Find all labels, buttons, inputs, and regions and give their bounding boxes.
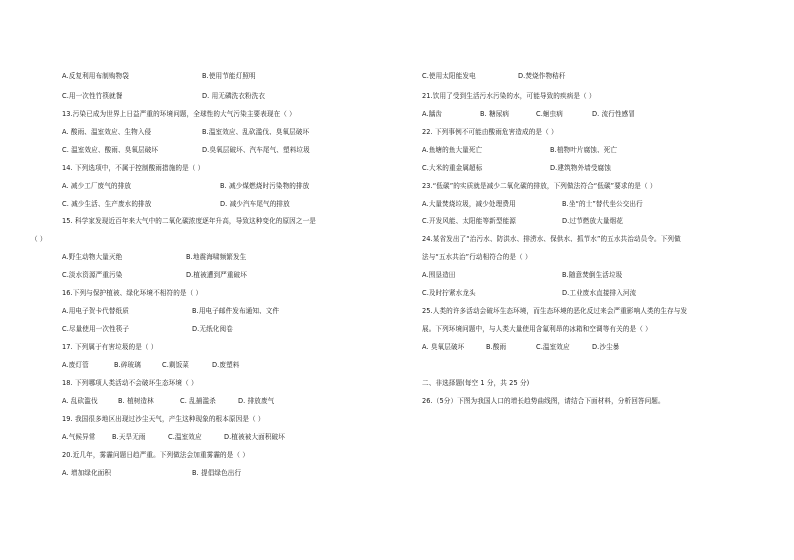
question-text: 20.近几年，雾霾问题日趋严重。下列做法会加重雾霾的是（ ） [62,451,250,459]
right-column [422,0,762,560]
answer-option: D.废塑料 [212,361,240,369]
answer-option: C. 温室效应、酸雨、臭氧层破坏 [62,146,159,154]
answer-option: D. 排放废气 [238,397,275,405]
answer-option: A.反复利用布制购物袋 [62,72,129,80]
answer-option: D.植被遭到严重破坏 [186,271,247,279]
question-text: 16.下列与保护植被、绿化环境不相符的是（ ） [62,289,203,297]
answer-option: A.龋齿 [422,110,443,118]
answer-option: D.无纸化阅卷 [192,325,233,333]
question-text: 法与“五水共治”行动相符合的是（ ） [422,253,532,261]
answer-option: D. 流行性感冒 [592,110,636,118]
answer-option: B.随意焚倒生活垃圾 [562,271,623,279]
answer-option: A.气候异常 [62,433,96,441]
answer-option: B. 提倡绿色出行 [192,469,242,477]
answer-option: C.温室效应 [536,343,570,351]
question-text: （ ） [31,235,47,243]
answer-option: C.用一次性竹筷就餐 [62,92,123,100]
answer-option: C.使用太阳能发电 [422,72,476,80]
answer-option: B.酸雨 [486,343,507,351]
question-text: 26.（5分）下图为我国人口的增长趋势曲线图，请结合下面材料，分析回答问题。 [422,397,665,405]
answer-option: B. 减少煤燃烧时污染物的排放 [220,182,310,190]
question-text: 15. 科学家发现近百年来大气中的二氧化碳浓度逐年升高，导致这种变化的原因之一是 [62,217,316,225]
question-text: 24.某省发出了“治污水、防洪水、排涝水、保供水、抓节水”的五水共治动员令。下列做 [422,235,681,243]
answer-option: A.大量焚烧垃圾，减少处理费用 [422,200,516,208]
answer-option: C.温室效应 [168,433,202,441]
answer-option: B.用电子邮件发布通知、文件 [192,307,280,315]
answer-option: D. 用无磷洗衣粉洗衣 [202,92,266,100]
question-text: 13.污染已成为世界上日益严重的环境问题，全球性的大气污染主要表现在（ ） [62,110,296,118]
answer-option: D.沙尘暴 [592,343,620,351]
question-text: 19. 我国很多地区出现过沙尘天气，产生这种现象的根本原因是（ ） [62,415,265,423]
answer-option: B.使用节能灯照明 [202,72,256,80]
answer-option: B.温室效应、乱砍滥伐、臭氧层破坏 [202,128,310,136]
answer-option: C.及时拧紧水龙头 [422,289,476,297]
answer-option: B.碎玻璃 [114,361,141,369]
answer-option: C.淡水资源严重污染 [62,271,123,279]
answer-option: B. 植树造林 [118,397,154,405]
answer-option: B.植物叶片腐蚀、死亡 [550,146,618,154]
answer-option: D.植被被大面积破坏 [224,433,285,441]
answer-option: D.建筑物外墙受腐蚀 [550,164,611,172]
answer-option: D.焚烧作物秸秆 [518,72,566,80]
answer-option: B. 糖尿病 [480,110,510,118]
question-text: 21.饮用了受到生活污水污染的水，可能导致的疾病是（ ） [422,92,596,100]
question-text: 二、非选择题(每空 1 分，共 25 分) [422,379,530,387]
answer-option: C.开发风能、太阳能等新型能源 [422,217,516,225]
answer-option: C.剩饭菜 [162,361,189,369]
answer-option: C. 乱捕滥杀 [180,397,216,405]
question-text: 25.人类的许多活动会破坏生态环境，而生态环境的恶化反过来会严重影响人类的生存与发 [422,307,688,315]
answer-option: C.大米的重金属超标 [422,164,483,172]
answer-option: A. 乱砍滥伐 [62,397,98,405]
answer-option: D.工业废水直接排入河流 [562,289,637,297]
answer-option: D.过节燃放大量烟花 [562,217,623,225]
answer-option: C.蛔虫病 [536,110,563,118]
answer-option: A.用电子贺卡代替纸质 [62,307,129,315]
answer-option: A. 臭氧层破坏 [422,343,465,351]
answer-option: A. 增加绿化面积 [62,469,112,477]
question-text: 22. 下列事例不可能由酸雨危害造成的是（ ） [422,128,558,136]
answer-option: A.鱼塘的鱼大量死亡 [422,146,483,154]
answer-option: D. 减少汽车尾气的排放 [220,200,290,208]
answer-option: A. 酸雨、温室效应、生物入侵 [62,128,152,136]
question-text: 17. 下列属于有害垃圾的是（ ） [62,343,158,351]
answer-option: A.围垦造田 [422,271,456,279]
answer-option: D.臭氧层破坏、汽车尾气、塑料垃圾 [202,146,310,154]
answer-option: A.野生动物大量灭绝 [62,253,123,261]
answer-option: B.地震海啸频繁发生 [186,253,247,261]
question-text: 14. 下列选项中，不属于控制酸雨措施的是（ ） [62,164,205,172]
answer-option: A. 减少工厂废气的排放 [62,182,132,190]
answer-option: B.坐“的士”替代坐公交出行 [562,200,643,208]
question-text: 23.“低碳”的实质就是减少二氧化碳的排放，下列做法符合“低碳”要求的是（ ） [422,182,657,190]
question-text: 展。下列环境问题中，与人类大量使用含氟利昂的冰箱和空调等有关的是（ ） [422,325,652,333]
answer-option: C.尽量使用一次性筷子 [62,325,130,333]
answer-option: B.天旱无雨 [112,433,146,441]
left-column [31,0,402,560]
answer-option: A.废灯管 [62,361,89,369]
question-text: 18. 下列哪项人类活动不会破坏生态环境（ ） [62,379,198,387]
answer-option: C. 减少生活、生产废水的排放 [62,200,152,208]
